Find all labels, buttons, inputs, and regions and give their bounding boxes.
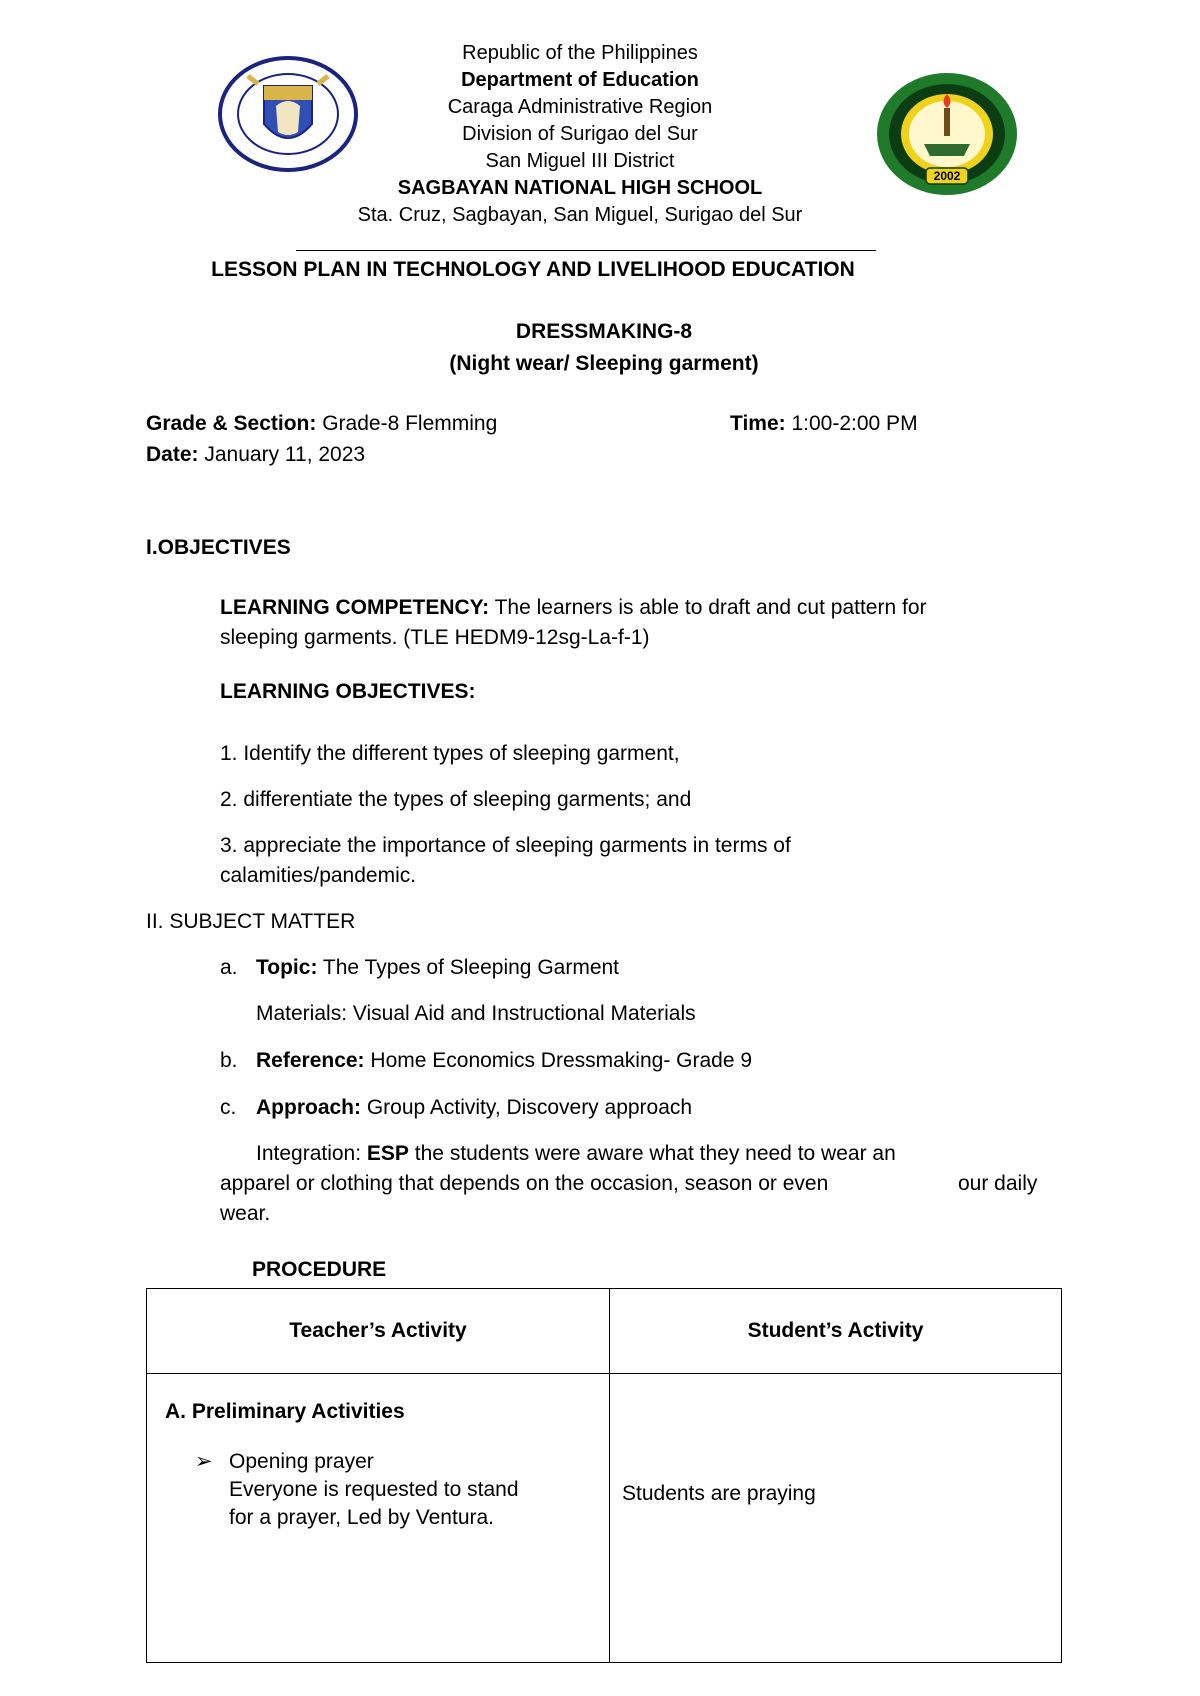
- integration-label: Integration:: [256, 1142, 362, 1165]
- objective-item-1: 1. Identify the different types of sleeping garment,: [220, 742, 680, 765]
- grade-section-value: Grade-8 Flemming: [322, 412, 498, 435]
- procedure-table-row: [147, 1374, 1062, 1663]
- integration-line-2a: apparel or clothing that depends on the occasion, season or even: [220, 1172, 829, 1195]
- header-address: Sta. Cruz, Sagbayan, San Miguel, Surigao del Sur: [357, 204, 803, 226]
- header-division: Division of Surigao del Sur: [462, 123, 698, 145]
- objective-item-3-cont: calamities/pandemic.: [220, 864, 417, 887]
- topic-marker: a.: [220, 956, 238, 979]
- header-divider: [296, 250, 876, 251]
- procedure-table: [146, 1288, 1062, 1663]
- approach-marker: c.: [220, 1096, 237, 1119]
- procedure-heading: PROCEDURE: [252, 1258, 387, 1281]
- objectives-heading: I.OBJECTIVES: [146, 536, 291, 559]
- header-school-name: SAGBAYAN NATIONAL HIGH SCHOOL: [397, 177, 763, 199]
- learning-competency-text-1: The learners is able to draft and cut pattern for: [494, 596, 927, 619]
- school-seal-logo: [874, 70, 1020, 198]
- header-district: San Miguel III District: [485, 150, 675, 172]
- approach-value: Group Activity, Discovery approach: [366, 1096, 693, 1119]
- topic-line: [256, 954, 619, 982]
- materials-line: Materials: Visual Aid and Instructional Materials: [256, 1002, 696, 1025]
- integration-bold: ESP: [366, 1142, 409, 1165]
- date-line: [146, 441, 365, 469]
- opening-prayer-line-2: Everyone is requested to stand: [229, 1478, 519, 1501]
- subject-subtitle: (Night wear/ Sleeping garment): [449, 352, 759, 375]
- preliminary-activities-heading: A. Preliminary Activities: [165, 1400, 405, 1423]
- arrow-bullet-icon: ➢: [195, 1450, 213, 1473]
- learning-objectives-label: LEARNING OBJECTIVES:: [220, 680, 476, 703]
- reference-marker: b.: [220, 1049, 238, 1072]
- time-value: 1:00-2:00 PM: [791, 412, 918, 435]
- approach-label: Approach:: [256, 1096, 361, 1119]
- subject-matter-heading: II. SUBJECT MATTER: [146, 910, 356, 933]
- grade-section-line: [146, 410, 497, 438]
- header-republic: Republic of the Philippines: [462, 42, 698, 64]
- teacher-activity-header: Teacher’s Activity: [147, 1289, 610, 1374]
- student-activity-cell: [610, 1374, 1062, 1663]
- reference-value: Home Economics Dressmaking- Grade 9: [370, 1049, 753, 1072]
- time-label: Time:: [730, 412, 786, 435]
- learning-competency-label: LEARNING COMPETENCY:: [220, 596, 490, 619]
- opening-prayer-item: [165, 1448, 609, 1532]
- objective-item-3: 3. appreciate the importance of sleeping garments in terms of: [220, 834, 791, 857]
- header-department: Department of Education: [461, 69, 699, 91]
- approach-line: [256, 1094, 692, 1122]
- reference-line: [256, 1047, 752, 1075]
- grade-section-label: Grade & Section:: [146, 412, 317, 435]
- learning-competency-text-2: sleeping garments. (TLE HEDM9-12sg-La-f-1): [220, 626, 650, 649]
- topic-value: The Types of Sleeping Garment: [322, 956, 620, 979]
- integration-line-1: [256, 1140, 896, 1168]
- opening-prayer-line-3: for a prayer, Led by Ventura.: [229, 1506, 495, 1529]
- procedure-table-header-row: [147, 1289, 1062, 1374]
- school-seal-year: 2002: [933, 169, 961, 183]
- subject-title: DRESSMAKING-8: [515, 320, 693, 343]
- opening-prayer-title: Opening prayer: [229, 1450, 374, 1473]
- topic-label: Topic:: [256, 956, 318, 979]
- time-line: [730, 410, 918, 438]
- integration-line-3: wear.: [220, 1202, 271, 1225]
- date-value: January 11, 2023: [204, 443, 366, 466]
- header-region: Caraga Administrative Region: [447, 96, 713, 118]
- student-activity-header: Student’s Activity: [610, 1289, 1062, 1374]
- objective-item-2: 2. differentiate the types of sleeping garments; and: [220, 788, 692, 811]
- integration-line-2b: our daily: [958, 1172, 1038, 1195]
- student-response: Students are praying: [622, 1482, 816, 1505]
- integration-text-1: the students were aware what they need to wear an: [414, 1142, 896, 1165]
- learning-competency: [220, 594, 1080, 622]
- teacher-activity-cell: [147, 1374, 610, 1663]
- date-label: Date:: [146, 443, 199, 466]
- lesson-plan-title: LESSON PLAN IN TECHNOLOGY AND LIVELIHOOD EDUCATION: [211, 258, 855, 281]
- reference-label: Reference:: [256, 1049, 365, 1072]
